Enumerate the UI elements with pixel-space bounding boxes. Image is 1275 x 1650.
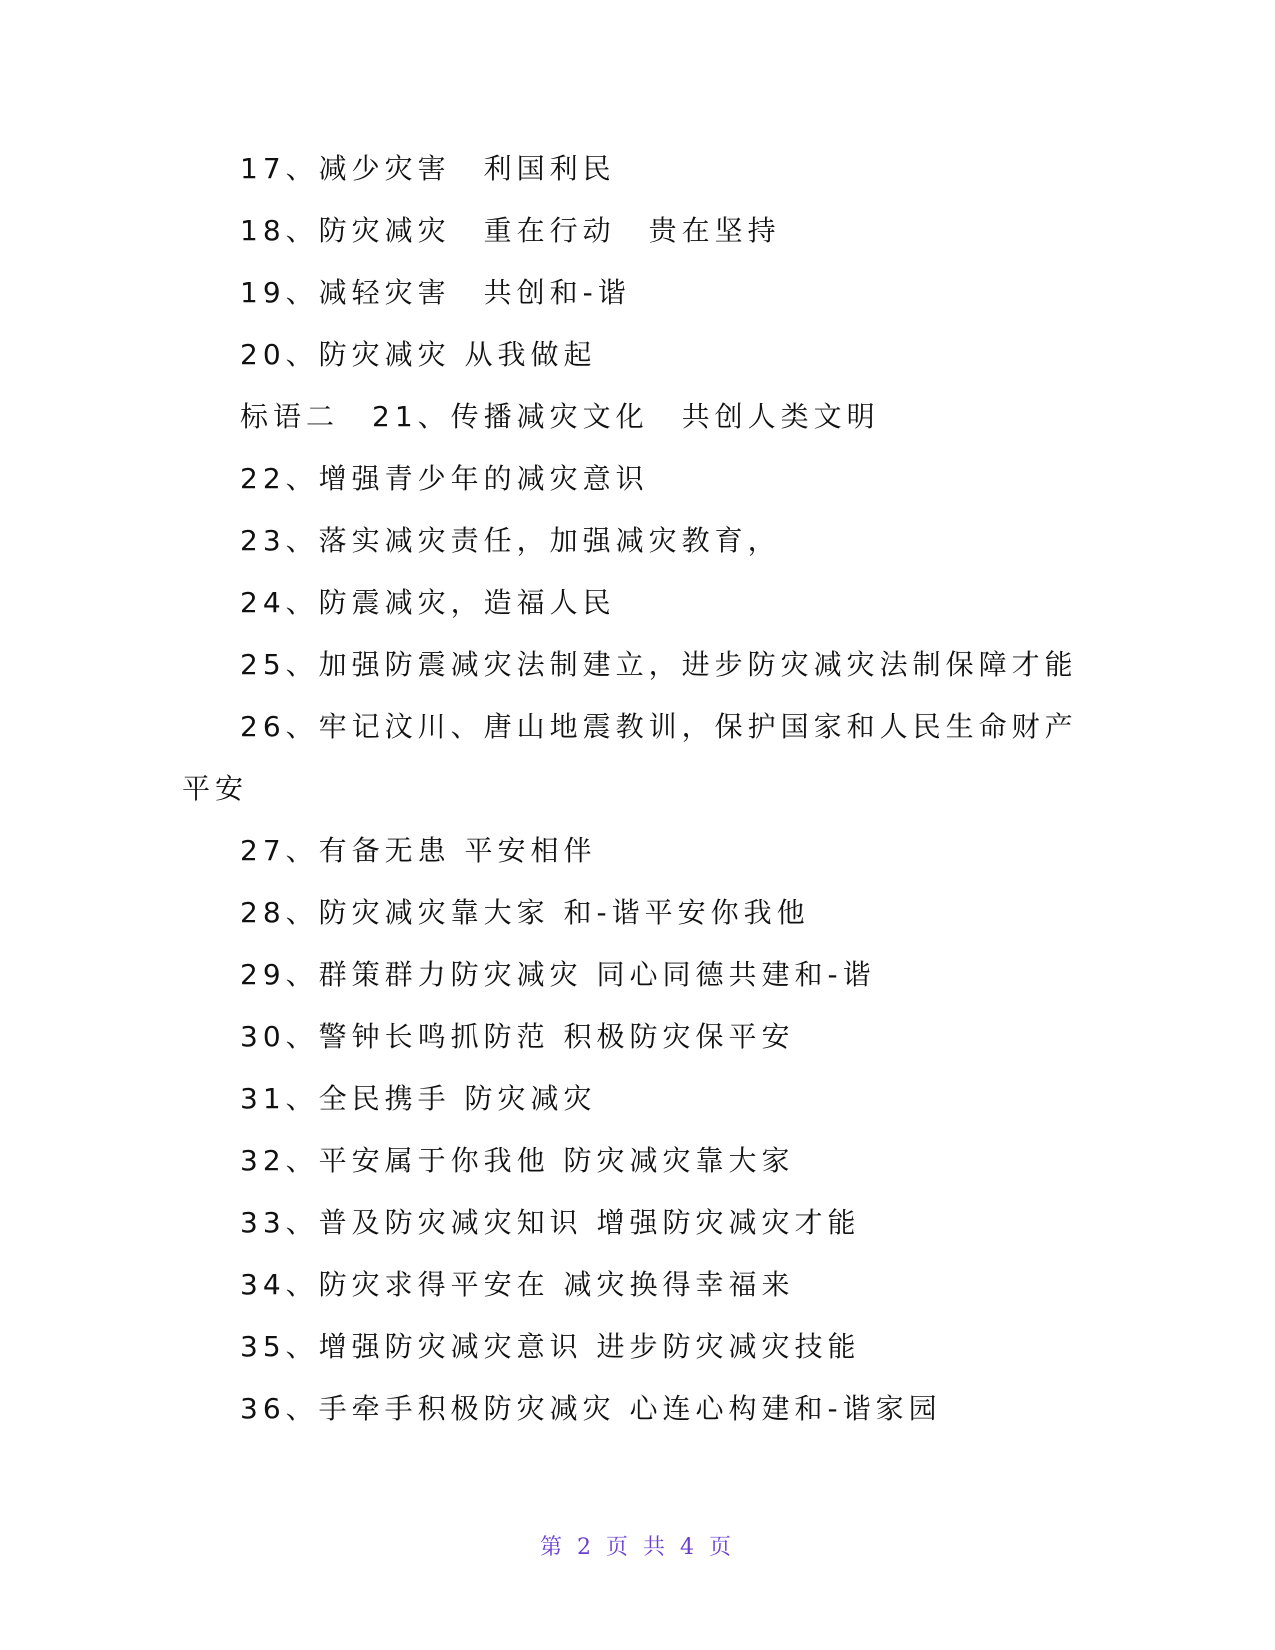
slogan-line: 19、减轻灾害 共创和-谐 <box>240 276 631 309</box>
slogan-line: 32、平安属于你我他 防灾减灾靠大家 <box>240 1144 795 1177</box>
slogan-line: 18、防灾减灾 重在行动 贵在坚持 <box>240 214 781 247</box>
slogan-line: 29、群策群力防灾减灾 同心同德共建和-谐 <box>240 958 876 991</box>
slogan-line: 23、落实减灾责任，加强减灾教育， <box>240 524 781 557</box>
slogan-line: 34、防灾求得平安在 减灾换得幸福来 <box>240 1268 795 1301</box>
slogan-line: 33、普及防灾减灾知识 增强防灾减灾才能 <box>240 1206 861 1239</box>
slogan-line: 35、增强防灾减灾意识 进步防灾减灾技能 <box>240 1330 861 1363</box>
slogan-line: 25、加强防震减灾法制建立，进步防灾减灾法制保障才能 <box>240 648 1078 681</box>
slogan-line: 标语二 21、传播减灾文化 共创人类文明 <box>240 400 880 433</box>
slogan-line: 20、防灾减灾 从我做起 <box>240 338 597 371</box>
slogan-line: 24、防震减灾，造福人民 <box>240 586 616 619</box>
slogan-line-continuation: 平安 <box>182 772 249 805</box>
slogan-line: 17、减少灾害 利国利民 <box>240 152 616 185</box>
slogan-line: 22、增强青少年的减灾意识 <box>240 462 649 495</box>
slogan-line: 26、牢记汶川、唐山地震教训，保护国家和人民生命财产 <box>240 710 1078 743</box>
page-number-footer: 第 2 页 共 4 页 <box>540 1535 735 1560</box>
slogan-line: 30、警钟长鸣抓防范 积极防灾保平安 <box>240 1020 795 1053</box>
slogan-line: 36、手牵手积极防灾减灾 心连心构建和-谐家园 <box>240 1392 942 1425</box>
slogan-line: 28、防灾减灾靠大家 和-谐平安你我他 <box>240 896 810 929</box>
slogan-line: 31、全民携手 防灾减灾 <box>240 1082 597 1115</box>
slogan-line: 27、有备无患 平安相伴 <box>240 834 597 867</box>
document-body <box>182 138 1082 1440</box>
